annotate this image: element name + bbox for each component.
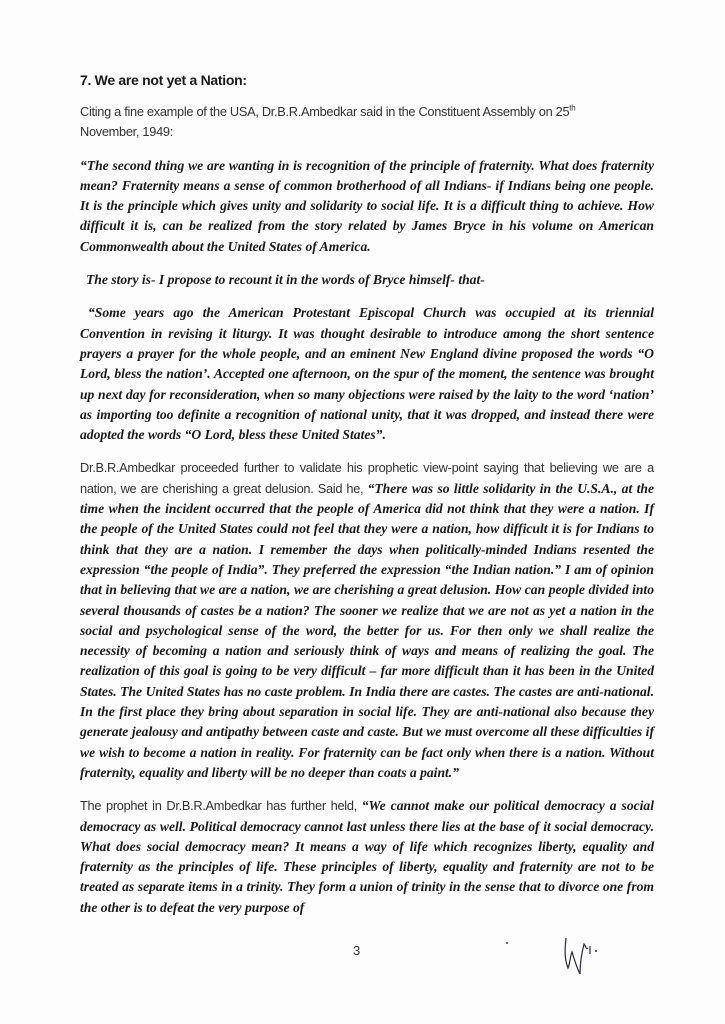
- story-intro: The story is- I propose to recount it in the words of Bryce himself- that-: [86, 272, 485, 288]
- paragraph-delusion-plain: Dr.B.R.Ambedkar proceeded further to validate his prophetic view-point saying that believing we are a nation, we are cherishing a great delusion. Said he,: [80, 460, 654, 496]
- quote-fraternity: “The second thing we are wanting in is recognition of the principle of fraternity. What does fraternity mean? Fraternity means a sense of common brotherhood of all Indians- if Indians being one people. It is the principle which gives unity and solidarity to social life. It is a difficult thing to achieve. How difficult it is, can be realized from the story related by James Bryce in his volume on American Commonwealth about the United States of America.: [80, 157, 654, 254]
- intro-text: Citing a fine example of the USA, Dr.B.R.Ambedkar said in the Constituent Assembly on 25: [80, 104, 570, 119]
- paragraph-delusion: [80, 458, 654, 783]
- paragraph-delusion-quote: “There was so little solidarity in the U.S.A., at the time when the incident occurred that the people of America did not think that they were a nation. If the people of the United States could not feel that they were a nation, how difficult it is for Indians to think that they are a nation. I remember the days when politically-minded Indians resented the expression “the people of India”. They preferred the expression “the Indian nation.” I am of opinion that in believing that we are a nation, we are cherishing a great delusion. How can people divided into several thousands of castes be a nation? The sooner we realize that we are not as yet a nation in the social and psychological sense of the word, the better for us. For then only we shall realize the necessity of becoming a nation and seriously think of ways and means of realizing the goal. The realization of this goal is going to be very difficult – far more difficult than it has been in the United States. The United States has no caste problem. In India there are castes. The castes are anti-national. In the first place they bring about separation in social life. They are anti-national also because they generate jealousy and antipathy between caste and caste. But we must overcome all these difficulties if we wish to become a nation in reality. For fraternity can be fact only when there is a nation. Without fraternity, equality and liberty will be no deeper than coats a paint.”: [80, 480, 654, 780]
- intro-paragraph: [80, 102, 654, 143]
- intro-tail: November, 1949:: [80, 124, 173, 140]
- document-page: [80, 70, 654, 918]
- quote-bryce: “Some years ago the American Protestant Episcopal Church was occupied at its triennial Convention in revising it liturgy. It was thought desirable to introduce among the short sentence prayers a prayer for the whole people, and an eminent New England divine proposed the words “O Lord, bless the nation’. Accepted one afternoon, on the spur of the moment, the sentence was brought up next day for reconsideration, when so many objections were raised by the laity to the word ‘nation’ as importing too definite a recognition of national unity, that it was dropped, and instead there were adopted the words “O Lord, bless these United States”.: [80, 305, 654, 443]
- page-number: 3: [353, 943, 361, 958]
- signature-initials: [560, 934, 610, 978]
- intro-sup: th: [569, 103, 576, 113]
- scan-speck: [506, 942, 508, 944]
- paragraph-social-democracy-plain: The prophet in Dr.B.R.Ambedkar has further held,: [80, 798, 362, 814]
- section-heading: 7. We are not yet a Nation:: [80, 72, 247, 88]
- paragraph-social-democracy: [80, 796, 654, 918]
- paragraph-social-democracy-quote: “We cannot make our political democracy a social democracy as well. Political democracy cannot last unless there lies at the base of it social democracy. What does social democracy mean? It means a way of life which recognizes liberty, equality and fraternity as the principles of life. These principles of liberty, equality and fraternity are not to be treated as separate items in a trinity. They form a union of trinity in the sense that to divorce one from the other is to defeat the very purpose of: [80, 798, 654, 915]
